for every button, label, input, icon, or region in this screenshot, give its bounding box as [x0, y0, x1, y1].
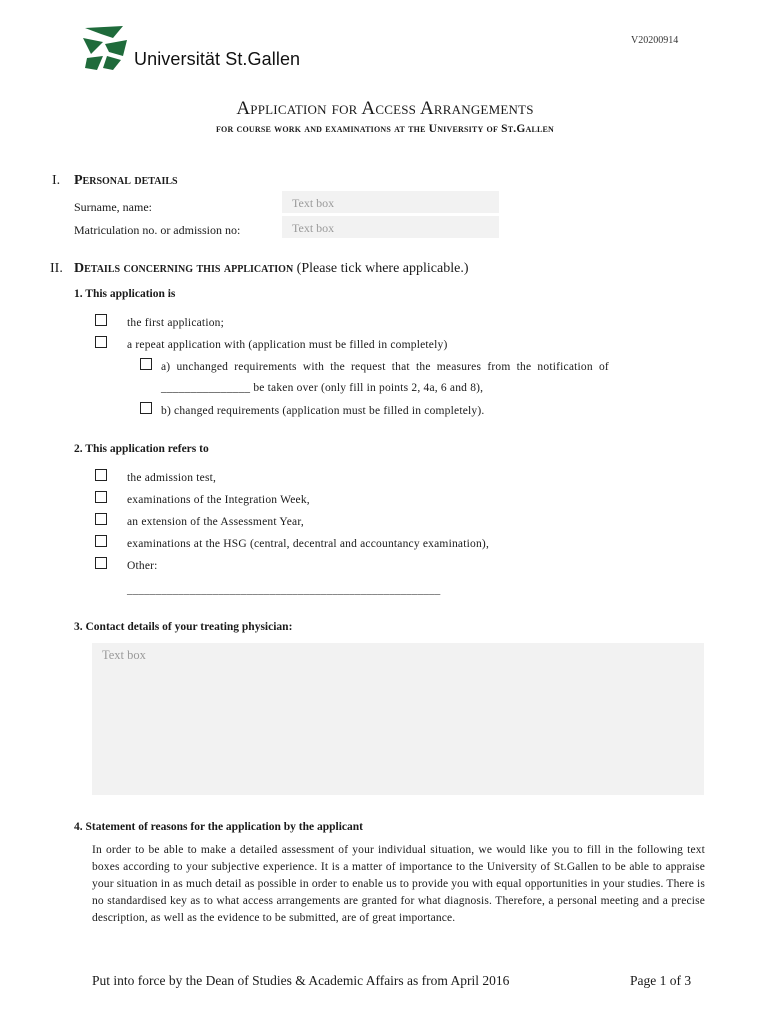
- option-integration-week: examinations of the Integration Week,: [127, 494, 310, 506]
- section-heading: Details concerning this application: [74, 261, 294, 276]
- option-unchanged-requirements: a) unchanged requirements with the request that the measures from the notification of: [161, 361, 609, 373]
- checkbox-changed-requirements[interactable]: [140, 402, 152, 414]
- section-heading: Personal details: [74, 173, 178, 188]
- document-subtitle: for course work and examinations at the University of St.Gallen: [215, 123, 555, 135]
- version-code: V20200914: [631, 35, 679, 46]
- university-name: Universität St.Gallen: [134, 49, 301, 69]
- checkbox-other[interactable]: [95, 557, 107, 569]
- section-note: (Please tick where applicable.): [296, 261, 469, 276]
- document-title: Application for Access Arrangements: [236, 98, 534, 119]
- option-other: Other:: [127, 560, 158, 572]
- hsg-logo-icon: [83, 26, 129, 70]
- page-number: Page 1 of 3: [630, 973, 692, 988]
- other-input-line[interactable]: _______________________________________________________: [127, 584, 441, 596]
- checkbox-unchanged-requirements[interactable]: [140, 358, 152, 370]
- question-1-heading: 1. This application is: [74, 288, 176, 300]
- option-repeat-application: a repeat application with (application must be filled in completely): [127, 339, 448, 351]
- option-assessment-year: an extension of the Assessment Year,: [127, 516, 304, 528]
- question-3-heading: 3. Contact details of your treating physician:: [74, 621, 293, 633]
- checkbox-repeat-application[interactable]: [95, 336, 107, 348]
- option-first-application: the first application;: [127, 317, 225, 329]
- option-changed-requirements: b) changed requirements (application must be filled in completely).: [161, 405, 485, 417]
- checkbox-admission-test[interactable]: [95, 469, 107, 481]
- matriculation-label: Matriculation no. or admission no:: [74, 223, 241, 237]
- checkbox-assessment-year[interactable]: [95, 513, 107, 525]
- option-hsg-examinations: examinations at the HSG (central, decentral and accountancy examination),: [127, 538, 490, 550]
- matriculation-input[interactable]: Text box: [282, 216, 499, 238]
- checkbox-first-application[interactable]: [95, 314, 107, 326]
- question-2-heading: 2. This application refers to: [74, 443, 209, 455]
- option-unchanged-requirements-cont: _______________ be taken over (only fill in points 2, 4a, 6 and 8),: [161, 382, 484, 394]
- surname-label: Surname, name:: [74, 200, 152, 214]
- option-admission-test: the admission test,: [127, 472, 217, 484]
- checkbox-integration-week[interactable]: [95, 491, 107, 503]
- question-4-heading: 4. Statement of reasons for the application by the applicant: [74, 821, 363, 833]
- physician-contact-input[interactable]: Text box: [92, 643, 704, 795]
- checkbox-hsg-examinations[interactable]: [95, 535, 107, 547]
- statement-paragraph: In order to be able to make a detailed assessment of your individual situation, we would like you to fill in the following text boxes according to your subjective experience. It is a matter of importance to the University of St.Gallen to be able to appraise your situation in as much detail as possible in order to enable us to provide you with equal opportunities in your studies. There is no standardised key as to what access arrangements are granted for what diagnosis. Therefore, a personal meeting and a precise description, as well as the evidence to be submitted, are of great importance.: [92, 844, 705, 924]
- section-application-details: II. Details concerning this application (Please tick where applicable.): [50, 261, 469, 276]
- surname-input[interactable]: Text box: [282, 191, 499, 213]
- section-personal-details: I. Personal details: [52, 173, 178, 188]
- footer-note: Put into force by the Dean of Studies & Academic Affairs as from April 2016: [92, 973, 510, 988]
